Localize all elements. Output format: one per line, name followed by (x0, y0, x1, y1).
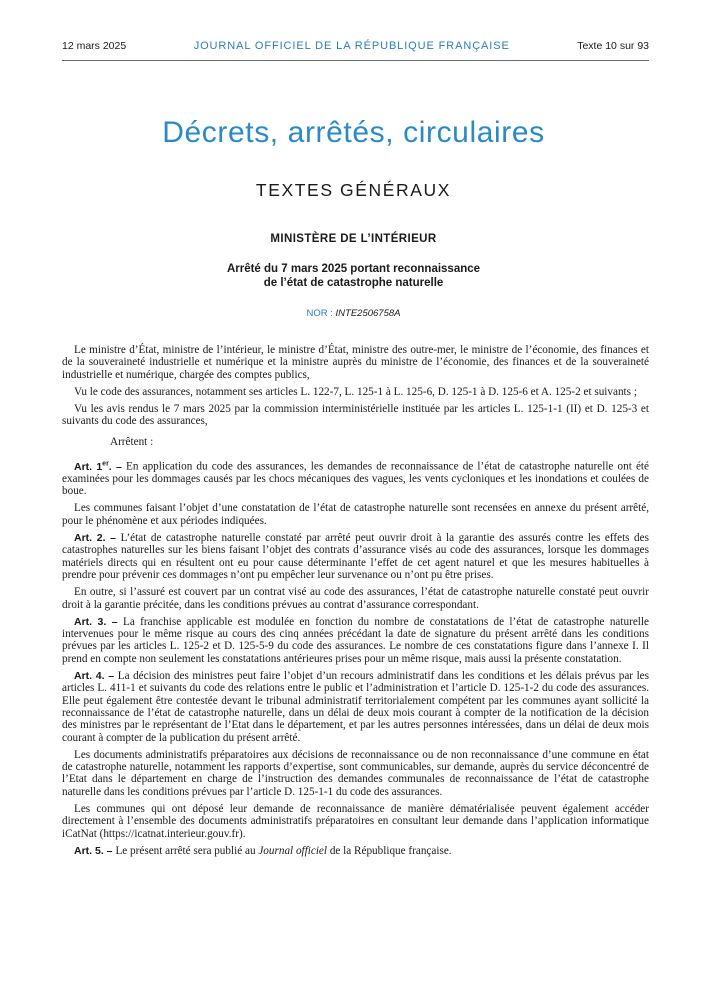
article-2-paragraph-2: En outre, si l’assuré est couvert par un contrat visé au code des assurances, l’état de catastrophe naturelle constaté peut ouvrir droit à la garantie précitée, dans les conditions prévues au contrat d’assurance correspondant. (62, 586, 649, 611)
visa-code-assurances: Vu le code des assurances, notamment ses articles L. 122-7, L. 125-1 à L. 125-6, D. 125-1 à D. 125-6 et A. 125-2 et suivants ; (74, 385, 637, 398)
publication-date: 12 mars 2025 (62, 40, 127, 52)
text-number: Texte 10 sur 93 (577, 40, 649, 52)
arrete-title-line-1: Arrêté du 7 mars 2025 portant reconnaissance (226, 263, 481, 275)
arrete-title (0, 262, 707, 290)
journal-title: JOURNAL OFFICIEL DE LA RÉPUBLIQUE FRANÇAISE (193, 40, 510, 52)
page-header (62, 40, 649, 58)
article-4-paragraph-2: Les documents administratifs préparatoires aux décisions de reconnaissance ou de non reconnaissance d’une commune en état de catastrophe naturelle, notamment les rapports d’expertise, sont communicables, sur demande, auprès du service déconcentré de l’Etat dans le département en charge de l’instruction des demandes communales de reconnaissance de l’état de catastrophe naturelle dans les conditions prévues par l’article D. 125-1-1 du code des assurances. (62, 748, 649, 798)
article-4-paragraph-1: Art. 4. – La décision des ministres peut faire l’objet d’un recours administratif dans les conditions et les délais prévus par les articles L. 411-1 et suivants du code des relations entre le public et l’administration et l’article D. 125-1-2 du code des assurances. Elle peut également être contestée devant le tribunal administratif territorialement compétent par les communes ayant sollicité la reconnaissance de l’état de catastrophe naturelle, dans un délai de deux mois courant à compter de la notification de la décision des ministres par le représentant de l’Etat dans le département, et par les autres personnes intéressées, dans un délai de deux mois courant à compter de la publication du présent arrêté. (62, 670, 649, 744)
sub-title: TEXTES GÉNÉRAUX (255, 180, 452, 200)
article-3-number: Art. 3. – (74, 615, 124, 628)
article-2-number: Art. 2. – (74, 532, 121, 545)
article-1-paragraph-1: Art. 1er. – En application du code des assurances, les demandes de reconnaissance de l’état de catastrophe naturelle ont été examinées pour les dommages causés par les chocs mécaniques des vagues, les vents cycloniques et les inondations et coulées de boue. (62, 460, 649, 498)
arrete-title-line-2: de l’état de catastrophe naturelle (263, 277, 444, 289)
nor-code: INTE2506758A (335, 308, 401, 319)
arretent-label: Arrêtent : (110, 435, 154, 448)
article-2-paragraph-1: Art. 2. – L’état de catastrophe naturelle constaté par arrêté peut ouvrir droit à la garantie des assurés contre les effets des catastrophes naturelles sur les biens faisant l’objet des contrats d’assurance visés au code des assurances, lorsque les dommages matériels directs qui en résultent ont eu pour cause déterminante l’effet de cet agent naturel et que les mesures habituelles à prendre pour prévenir ces dommages n’ont pu empêcher leur survenance ou n’ont pu être prises. (62, 532, 649, 581)
journal-officiel-reference: Journal officiel (258, 844, 328, 857)
nor-label: NOR : (306, 308, 336, 319)
visa-avis-commission: Vu les avis rendus le 7 mars 2025 par la commission interministérielle instituée par les articles L. 125-1-1 (II) et D. 125-3 et suivants du code des assurances, (62, 403, 649, 428)
article-5-paragraph-1: Art. 5. – Le présent arrêté sera publié au Journal officiel de la République française. (74, 844, 452, 857)
article-1-paragraph-2: Les communes faisant l’objet d’une constatation de l’état de catastrophe naturelle sont recensées en annexe du présent arrêté, pour le phénomène et aux périodes indiquées. (62, 502, 649, 527)
arrete-body (62, 344, 649, 862)
article-4-paragraph-3: Les communes qui ont déposé leur demande de reconnaissance de manière dématérialisée peuvent également accéder directement à l’ensemble des documents administratifs préparatoires en consultant leur demande dans l’application informatique iCatNat (https://icatnat.interieur.gouv.fr). (62, 803, 649, 840)
article-3-paragraph-1: Art. 3. – La franchise applicable est modulée en fonction du nombre de constatations de l’état de catastrophe naturelle intervenues pour le même risque au cours des cinq années précédant la date de signature du présent arrêté dans les conditions prévues par les articles L. 125-2 et D. 125-5-9 du code des assurances. Le nombre de ces constatations figure dans l’annexe I. Il prend en compte non seulement les constatations antérieures prises pour un même risque, mais aussi la présente constatation. (62, 615, 649, 665)
section-title: Décrets, arrêtés, circulaires (162, 116, 545, 149)
header-divider (62, 60, 649, 61)
article-1-number: Art. 1er. – (74, 460, 127, 473)
nor-reference (0, 308, 707, 319)
article-4-number: Art. 4. – (74, 670, 118, 683)
ministry-name: MINISTÈRE DE L’INTÉRIEUR (270, 233, 437, 245)
article-5-number: Art. 5. – (74, 844, 116, 857)
visa-preamble: Le ministre d’État, ministre de l’intérieur, le ministre d’État, ministre des outre-mer, le ministre de l’économie, des finances et de la souveraineté industrielle et numérique et la ministre auprès du ministre de l’économie, des finances et de la souveraineté industrielle et numérique, chargée des comptes publics, (62, 344, 649, 381)
